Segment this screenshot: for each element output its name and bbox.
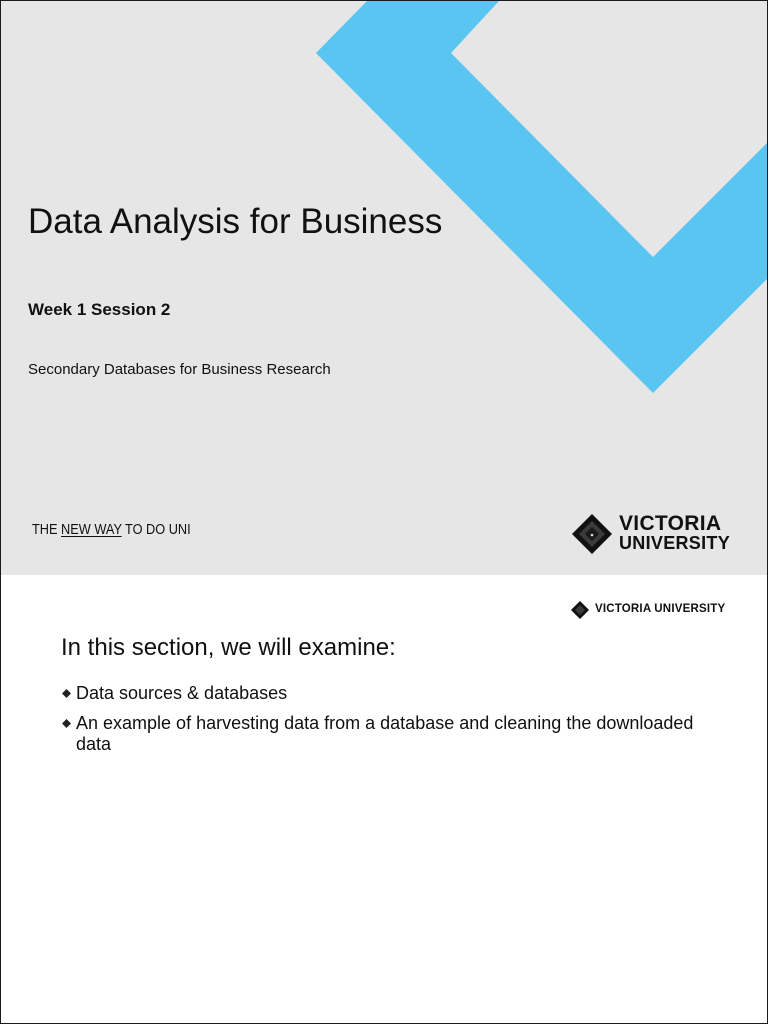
content-slide	[0, 575, 768, 1024]
victoria-university-logo	[569, 511, 744, 555]
logo-text: VICTORIA UNIVERSITY	[595, 603, 726, 615]
tagline	[32, 521, 191, 538]
bullet-text: Data sources & databases	[76, 683, 288, 703]
tagline-part2: TO DO UNI	[121, 521, 191, 538]
vu-diamond-icon	[572, 514, 612, 554]
tagline-part1: THE	[32, 521, 62, 538]
logo-line1: VICTORIA	[619, 512, 722, 535]
list-item	[61, 683, 701, 704]
bullet-list	[61, 683, 701, 764]
session-label: Week 1 Session 2	[28, 300, 171, 319]
vu-diamond-icon	[571, 601, 589, 619]
slide-subtitle: Secondary Databases for Business Research	[28, 361, 331, 378]
diamond-bullet-icon	[62, 689, 71, 698]
list-item	[61, 713, 701, 755]
section-heading: In this section, we will examine:	[61, 634, 396, 661]
chevron-decoration	[1, 1, 768, 576]
diamond-bullet-icon	[62, 719, 71, 728]
slide-title: Data Analysis for Business	[28, 202, 443, 241]
logo-line2: UNIVERSITY	[619, 533, 731, 553]
bullet-text: An example of harvesting data from a database and cleaning the downloaded data	[76, 713, 694, 754]
tagline-underlined: NEW WAY	[61, 521, 122, 538]
